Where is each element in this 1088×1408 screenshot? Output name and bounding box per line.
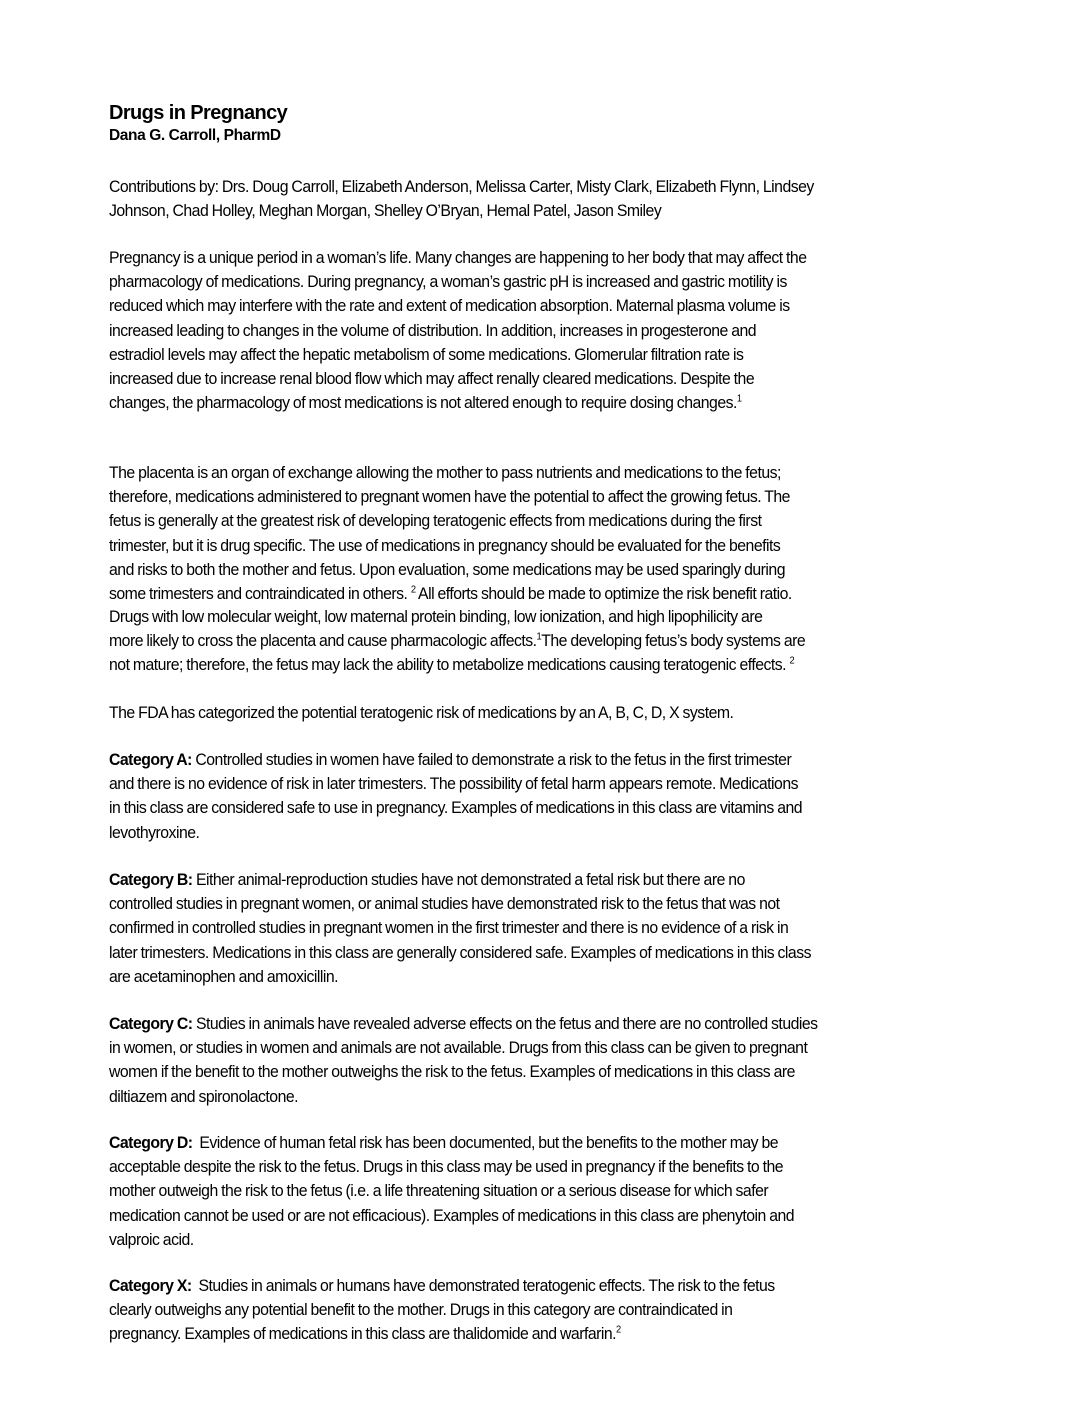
category-label: Category B: [109,870,193,889]
placenta-paragraph [109,461,843,606]
category-label: Category D: [109,1133,193,1152]
contributions-paragraph [109,175,867,223]
text-line: Contributions by: Drs. Doug Carroll, Elizabeth Anderson, Melissa Carter, Misty Clark, Elizabeth Flynn, Lindsey [109,177,814,196]
text-line: clearly outweighs any potential benefit to the mother. Drugs in this category are contraindicated in [109,1300,733,1320]
text-line: valproic acid. [109,1229,194,1249]
text-line: increased leading to changes in the volume of distribution. In addition, increases in progesterone and [109,320,757,340]
text-line [109,748,791,772]
text-line: Johnson, Chad Holley, Meghan Morgan, Shelley O’Bryan, Hemal Patel, Jason Smiley [109,201,662,221]
text-run: Studies in animals have revealed adverse effects on the fetus and there are no controlled studies [192,1014,818,1033]
text-line [109,1322,621,1346]
text-line [109,1012,818,1036]
text-line: confirmed in controlled studies in pregnant women in the first trimester and there is no evidence of a risk in [109,918,789,938]
text-line [109,629,805,653]
fda-intro-paragraph [109,701,780,725]
intro-paragraph [109,246,859,415]
category-label: Category C: [109,1014,193,1033]
text-line: acceptable despite the risk to the fetus. Drugs in this class may be used in pregnancy if the benefits to the [109,1157,784,1177]
category-b-paragraph [109,868,864,989]
category-d-paragraph [109,1131,846,1252]
text-line: and risks to both the mother and fetus. Upon evaluation, some medications may be used sparingly during [109,559,785,579]
text-line: estradiol levels may affect the hepatic metabolism of some medications. Glomerular filtration rate is [109,344,744,364]
drug-properties-paragraph [109,605,858,678]
text-line: The placenta is an organ of exchange allowing the mother to pass nutrients and medications to the fetus; [109,463,781,482]
text-line: Drugs with low molecular weight, low maternal protein binding, low ionization, and high lipophilicity are [109,607,763,626]
text-line: trimester, but it is drug specific. The use of medications in pregnancy should be evaluated for the benefits [109,535,781,555]
text-run: Controlled studies in women have failed to demonstrate a risk to the fetus in the first trimester [191,750,792,769]
text-line: are acetaminophen and amoxicillin. [109,966,339,986]
category-a-paragraph [109,748,854,845]
text-line [109,1131,778,1155]
text-line: levothyroxine. [109,822,200,842]
text-line: in women, or studies in women and animals are not available. Drugs from this class can be given to pregnant [109,1038,808,1058]
text-run: more likely to cross the placenta and cause pharmacologic affects. [109,631,537,651]
text-line [109,868,745,892]
text-line [109,582,792,606]
text-line: mother outweigh the risk to the fetus (i.e. a life threatening situation or a serious disease for which safer [109,1181,769,1201]
reference-superscript: 2 [410,584,416,596]
text-run: Evidence of human fetal risk has been documented, but the benefits to the mother may be [192,1133,779,1152]
document-author: Dana G. Carroll, PharmD [109,127,281,144]
text-line: diltiazem and spironolactone. [109,1086,299,1106]
reference-superscript: 2 [789,655,795,667]
reference-superscript: 1 [736,393,742,405]
text-run: some trimesters and contraindicated in others. [109,584,411,604]
text-line: reduced which may interfere with the rate and extent of medication absorption. Maternal plasma volume is [109,296,790,316]
category-label: Category X: [109,1276,192,1295]
text-run: The developing fetus’s body systems are [541,631,806,651]
text-line [109,391,742,415]
text-run: All efforts should be made to optimize the risk benefit ratio. [415,584,792,604]
text-run: not mature; therefore, the fetus may lack the ability to metabolize medications causing teratogenic effects. [109,655,790,675]
text-line [109,653,794,677]
text-line [109,1274,775,1298]
text-line: fetus is generally at the greatest risk of developing teratogenic effects from medications during the first [109,511,762,531]
document-header [109,100,287,146]
text-run: pregnancy. Examples of medications in this class are thalidomide and warfarin. [109,1324,617,1344]
text-line: controlled studies in pregnant women, or animal studies have demonstrated risk to the fetus that was not [109,894,780,914]
text-line: in this class are considered safe to use in pregnancy. Examples of medications in this class are vitamins and [109,798,803,818]
category-label: Category A: [109,750,192,769]
text-line: and there is no evidence of risk in later trimesters. The possibility of fetal harm appears remote. Medications [109,774,798,794]
text-line: Pregnancy is a unique period in a woman’s life. Many changes are happening to her body that may affect the [109,248,807,267]
text-line: later trimesters. Medications in this class are generally considered safe. Examples of medications in this class [109,942,811,962]
text-line: increased due to increase renal blood flow which may affect renally cleared medications. Despite the [109,369,755,389]
category-c-paragraph [109,1012,871,1109]
text-run: Either animal-reproduction studies have not demonstrated a fetal risk but there are no [192,870,745,889]
reference-superscript: 2 [616,1324,621,1336]
text-run: changes, the pharmacology of most medications is not altered enough to require dosing changes. [109,393,737,413]
category-x-paragraph [109,1274,825,1347]
text-line: pharmacology of medications. During pregnancy, a woman’s gastric pH is increased and gastric motility is [109,272,787,292]
text-line: medication cannot be used or are not efficacious). Examples of medications in this class are phenytoin and [109,1205,795,1225]
text-run: Studies in animals or humans have demonstrated teratogenic effects. The risk to the fetus [191,1276,775,1295]
text-line: women if the benefit to the mother outweighs the risk to the fetus. Examples of medications in this class are [109,1062,795,1082]
text-line: The FDA has categorized the potential teratogenic risk of medications by an A, B, C, D, X system. [109,703,734,722]
reference-superscript: 1 [536,631,542,643]
text-line: therefore, medications administered to pregnant women have the potential to affect the growing fetus. The [109,487,790,507]
document-title: Drugs in Pregnancy [109,102,288,124]
